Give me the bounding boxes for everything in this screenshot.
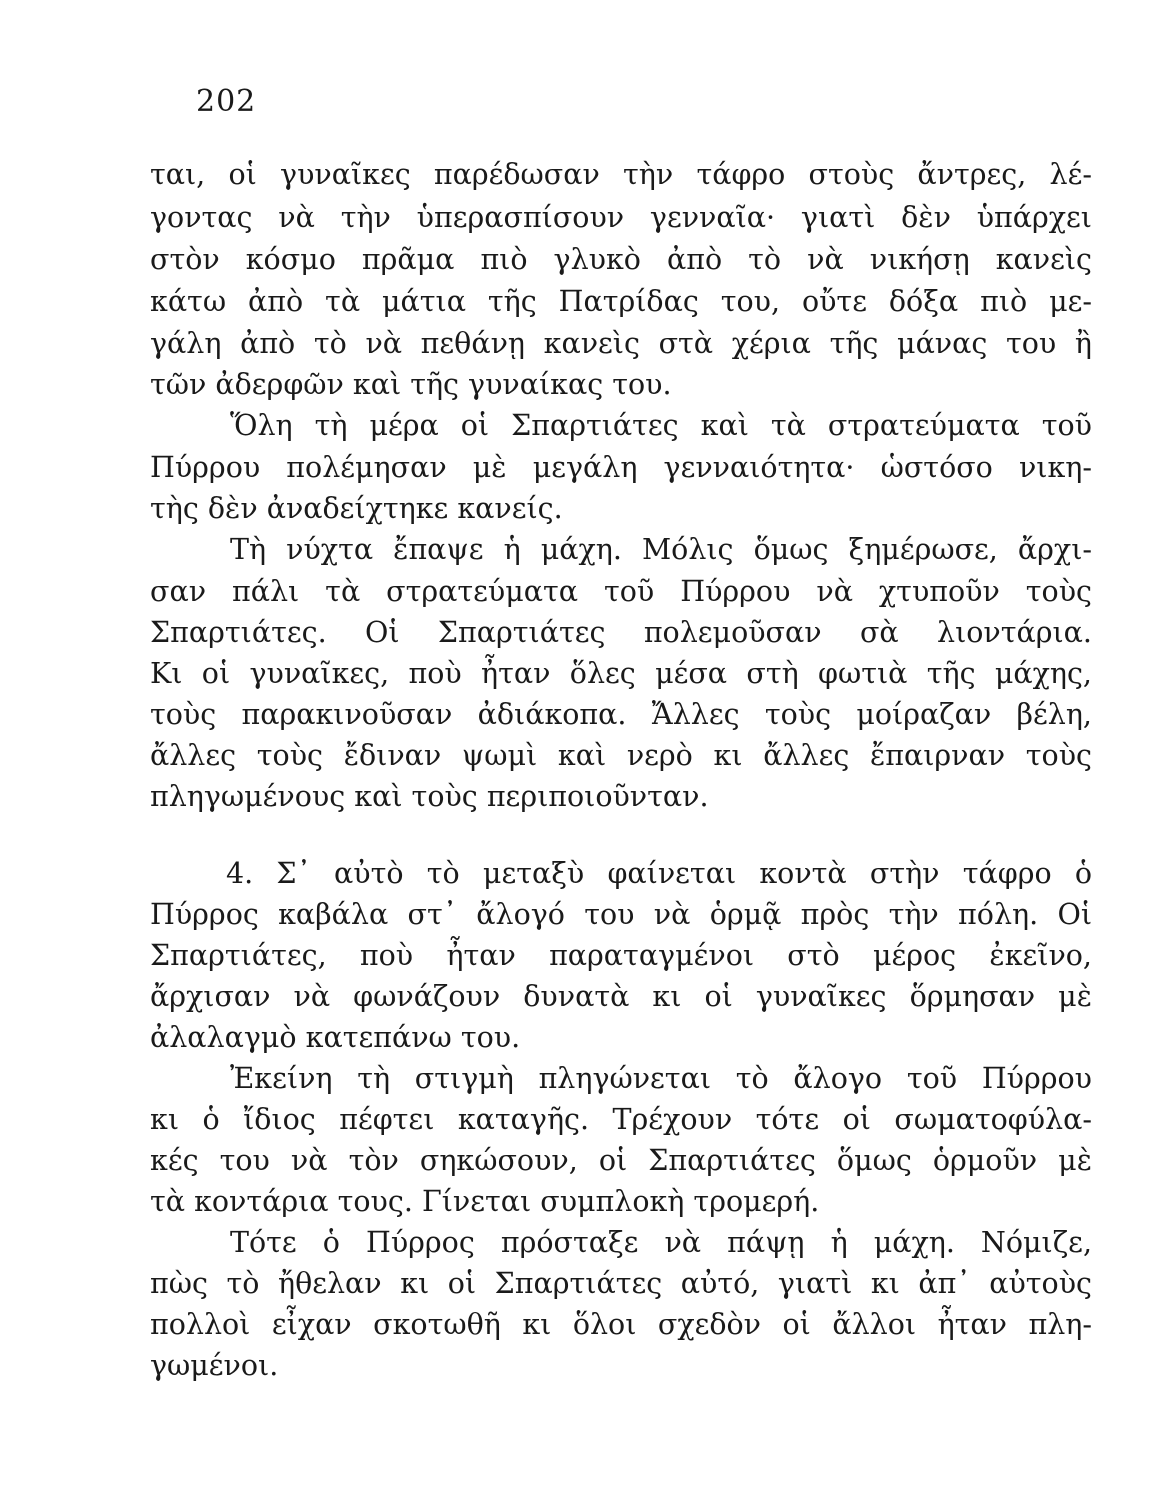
text-line: Κι οἱ γυναῖκες, ποὺ ἦταν ὅλες μέσα στὴ φωτιὰ τῆς μάχης, [150, 657, 1092, 690]
text-line: Σπαρτιάτες. Οἱ Σπαρτιάτες πολεμοῦσαν σὰ λιοντάρια. [150, 616, 1092, 649]
text-line: τοὺς παρακινοῦσαν ἀδιάκοπα. Ἄλλες τοὺς μοίραζαν βέλη, [150, 698, 1092, 731]
text-line: στὸν κόσμο πρᾶμα πιὸ γλυκὸ ἀπὸ τὸ νὰ νικήσῃ κανεὶς [150, 243, 1092, 276]
text-line: 4. Σ᾿ αὐτὸ τὸ μεταξὺ φαίνεται κοντὰ στὴν τάφρο ὁ [226, 857, 1092, 890]
text-line: ἄλλες τοὺς ἔδιναν ψωμὶ καὶ νερὸ κι ἄλλες ἔπαιρναν τοὺς [150, 739, 1092, 772]
text-line: Πύρρος καβάλα στ᾿ ἄλογό του νὰ ὁρμᾷ πρὸς τὴν πόλη. Οἱ [150, 898, 1092, 931]
text-line: ἀλαλαγμὸ κατεπάνω του. [150, 1021, 521, 1054]
text-line: Ἐκείνη τὴ στιγμὴ πληγώνεται τὸ ἄλογο τοῦ Πύρρου [230, 1062, 1092, 1095]
text-line: τὰ κοντάρια τους. Γίνεται συμπλοκὴ τρομερή. [150, 1185, 820, 1218]
text-line: γοντας νὰ τὴν ὑπερασπίσουν γενναῖα· γιατὶ δὲν ὑπάρχει [150, 201, 1092, 234]
text-line: κές του νὰ τὸν σηκώσουν, οἱ Σπαρτιάτες ὅμως ὁρμοῦν μὲ [150, 1144, 1092, 1177]
text-line: ται, οἱ γυναῖκες παρέδωσαν τὴν τάφρο στοὺς ἄντρες, λέ- [150, 158, 1092, 191]
text-line: τὴς δὲν ἀναδείχτηκε κανείς. [150, 492, 563, 525]
text-line: σαν πάλι τὰ στρατεύματα τοῦ Πύρρου νὰ χτυποῦν τοὺς [150, 575, 1092, 608]
text-line: Ὅλη τὴ μέρα οἱ Σπαρτιάτες καὶ τὰ στρατεύματα τοῦ [230, 409, 1092, 442]
text-line: Πύρρου πολέμησαν μὲ μεγάλη γενναιότητα· ὡστόσο νικη- [150, 451, 1092, 484]
text-line: γωμένοι. [150, 1349, 279, 1382]
text-line: τῶν ἀδερφῶν καὶ τῆς γυναίκας του. [150, 368, 672, 401]
text-line: πολλοὶ εἶχαν σκοτωθῆ κι ὅλοι σχεδὸν οἱ ἄλλοι ἦταν πλη- [150, 1308, 1092, 1341]
text-line: Τότε ὁ Πύρρος πρόσταξε νὰ πάψῃ ἡ μάχη. Νόμιζε, [230, 1226, 1092, 1259]
text-line: Τὴ νύχτα ἔπαψε ἡ μάχη. Μόλις ὅμως ξημέρωσε, ἄρχι- [230, 533, 1092, 566]
text-line: ἄρχισαν νὰ φωνάζουν δυνατὰ κι οἱ γυναῖκες ὅρμησαν μὲ [150, 980, 1092, 1013]
text-line: πληγωμένους καὶ τοὺς περιποιοῦνταν. [150, 780, 709, 813]
text-line: κι ὁ ἴδιος πέφτει καταγῆς. Τρέχουν τότε οἱ σωματοφύλα- [150, 1103, 1092, 1136]
page-number: 202 [196, 84, 257, 119]
text-line: κάτω ἀπὸ τὰ μάτια τῆς Πατρίδας του, οὔτε δόξα πιὸ με- [150, 285, 1092, 318]
text-line: Σπαρτιάτες, ποὺ ἦταν παραταγμένοι στὸ μέρος ἐκεῖνο, [150, 939, 1092, 972]
text-line: πὼς τὸ ἤθελαν κι οἱ Σπαρτιάτες αὐτό, γιατὶ κι ἀπ᾿ αὐτοὺς [150, 1267, 1092, 1300]
text-line: γάλη ἀπὸ τὸ νὰ πεθάνῃ κανεὶς στὰ χέρια τῆς μάνας του ἢ [150, 327, 1092, 360]
